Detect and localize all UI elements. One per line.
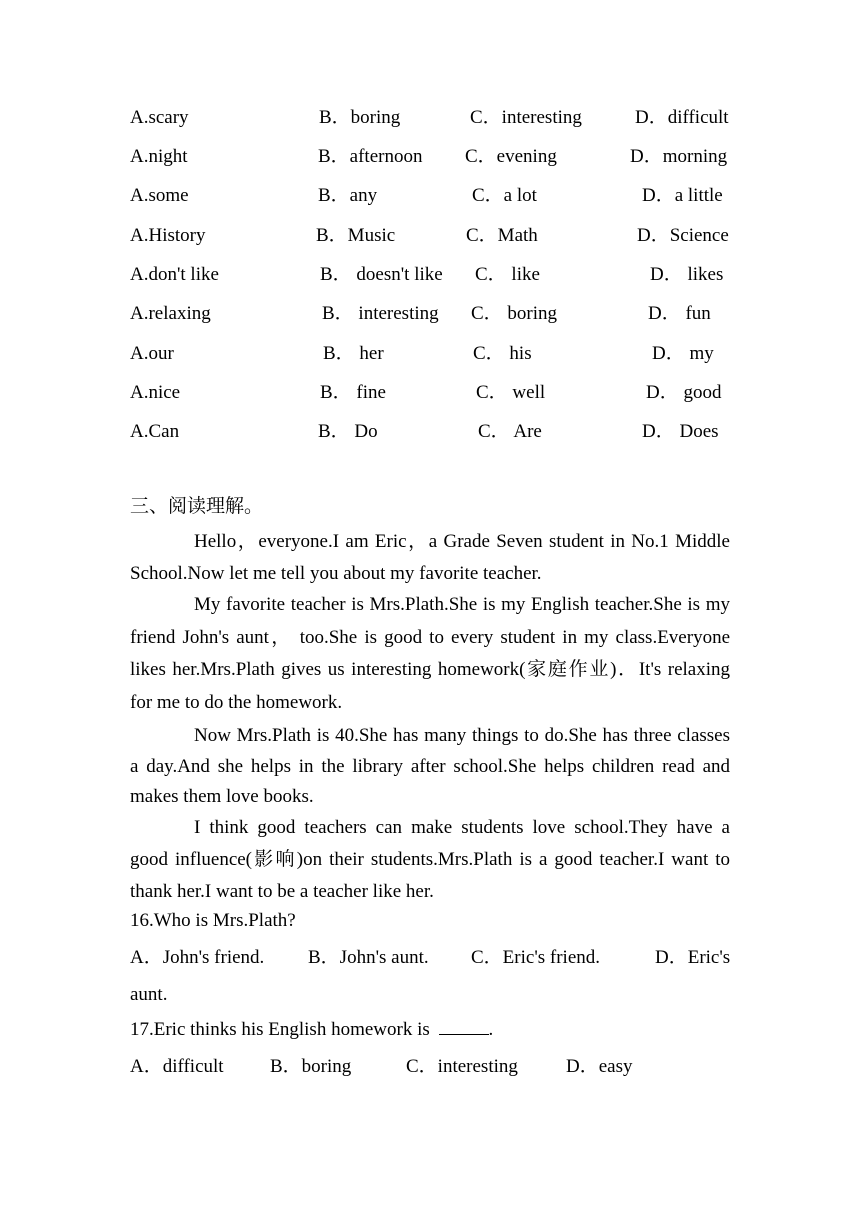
option-a: A.some	[130, 185, 189, 206]
option-c: C． like	[475, 264, 540, 285]
option-row-7	[0, 103, 860, 133]
option-c: C． his	[473, 343, 532, 364]
choice-b: B．John's aunt.	[308, 947, 429, 968]
choice-b: B．boring	[270, 1056, 352, 1077]
option-d: D．morning	[630, 146, 728, 167]
option-b: B．Music	[316, 225, 396, 246]
question-17-stem	[130, 1015, 730, 1045]
option-row-10	[0, 221, 860, 251]
option-b: B． fine	[320, 382, 386, 403]
option-a: A.our	[130, 343, 174, 364]
question-17-end: .	[488, 1019, 494, 1040]
option-c: C．evening	[465, 146, 557, 167]
option-d: D．a little	[642, 185, 723, 206]
option-a: A.relaxing	[130, 303, 211, 324]
option-a: A.History	[130, 225, 206, 246]
choice-d: D．easy	[566, 1056, 633, 1077]
option-d: D． Does	[642, 421, 719, 442]
option-b: B． interesting	[322, 303, 439, 324]
option-c: C．Math	[466, 225, 538, 246]
option-b: B． Do	[318, 421, 378, 442]
question-16-stem: 16.Who is Mrs.Plath?	[130, 910, 296, 931]
option-a: A.scary	[130, 107, 189, 128]
option-row-14	[0, 378, 860, 408]
option-d: D．difficult	[635, 107, 729, 128]
option-a: A.nice	[130, 382, 181, 403]
option-a: A.don't like	[130, 264, 219, 285]
option-row-13	[0, 339, 860, 369]
option-d: D． likes	[650, 264, 724, 285]
option-d: D． good	[646, 382, 722, 403]
option-d: D． my	[652, 343, 714, 364]
option-b: B． her	[323, 343, 384, 364]
option-row-9	[0, 181, 860, 211]
passage-paragraph-1: Hello，everyone.I am Eric，a Grade Seven student in No.1 Middle School.Now let me tell you about my favorite teacher.	[130, 531, 730, 584]
option-a: A.Can	[130, 421, 180, 442]
passage-paragraph-4: I think good teachers can make students love school.They have a good influence(影响)on their students.Mrs.Plath is a good teacher.I want to thank her.I want to be a teacher like her.	[130, 817, 730, 902]
option-row-15	[0, 417, 860, 447]
option-b: B．any	[318, 185, 378, 206]
option-d: D．Science	[637, 225, 729, 246]
choice-a: A．John's friend.	[130, 947, 265, 968]
option-row-11	[0, 260, 860, 290]
option-row-12	[0, 299, 860, 329]
option-b: B．afternoon	[318, 146, 423, 167]
passage-paragraph-2: My favorite teacher is Mrs.Plath.She is my English teacher.She is my friend John's aunt， too.She is good to every student in my class.Everyone likes her.Mrs.Plath gives us interesting homework(家庭作业)．It's relaxing for me to do the homework.	[130, 594, 730, 713]
choice-d: D．Eric's	[655, 947, 731, 968]
option-b: B．boring	[319, 107, 401, 128]
option-b: B． doesn't like	[320, 264, 443, 285]
question-17-text: 17.Eric thinks his English homework is	[130, 1019, 430, 1040]
answer-blank	[439, 1016, 489, 1035]
choice-c: C．interesting	[406, 1056, 518, 1077]
choice-c: C．Eric's friend.	[471, 947, 601, 968]
section-title: 三、阅读理解。	[130, 495, 264, 517]
passage-paragraph-3: Now Mrs.Plath is 40.She has many things to do.She has three classes a day.And she helps in the library after school.She helps children read and makes them love books.	[130, 725, 730, 807]
option-c: C．interesting	[470, 107, 582, 128]
question-16-choice-d-continued: aunt.	[130, 984, 168, 1005]
option-c: C．a lot	[472, 185, 537, 206]
option-row-8	[0, 142, 860, 172]
option-c: C． boring	[471, 303, 558, 324]
option-a: A.night	[130, 146, 188, 167]
option-c: C． Are	[478, 421, 542, 442]
option-d: D． fun	[648, 303, 711, 324]
choice-a: A．difficult	[130, 1056, 224, 1077]
option-c: C． well	[476, 382, 546, 403]
